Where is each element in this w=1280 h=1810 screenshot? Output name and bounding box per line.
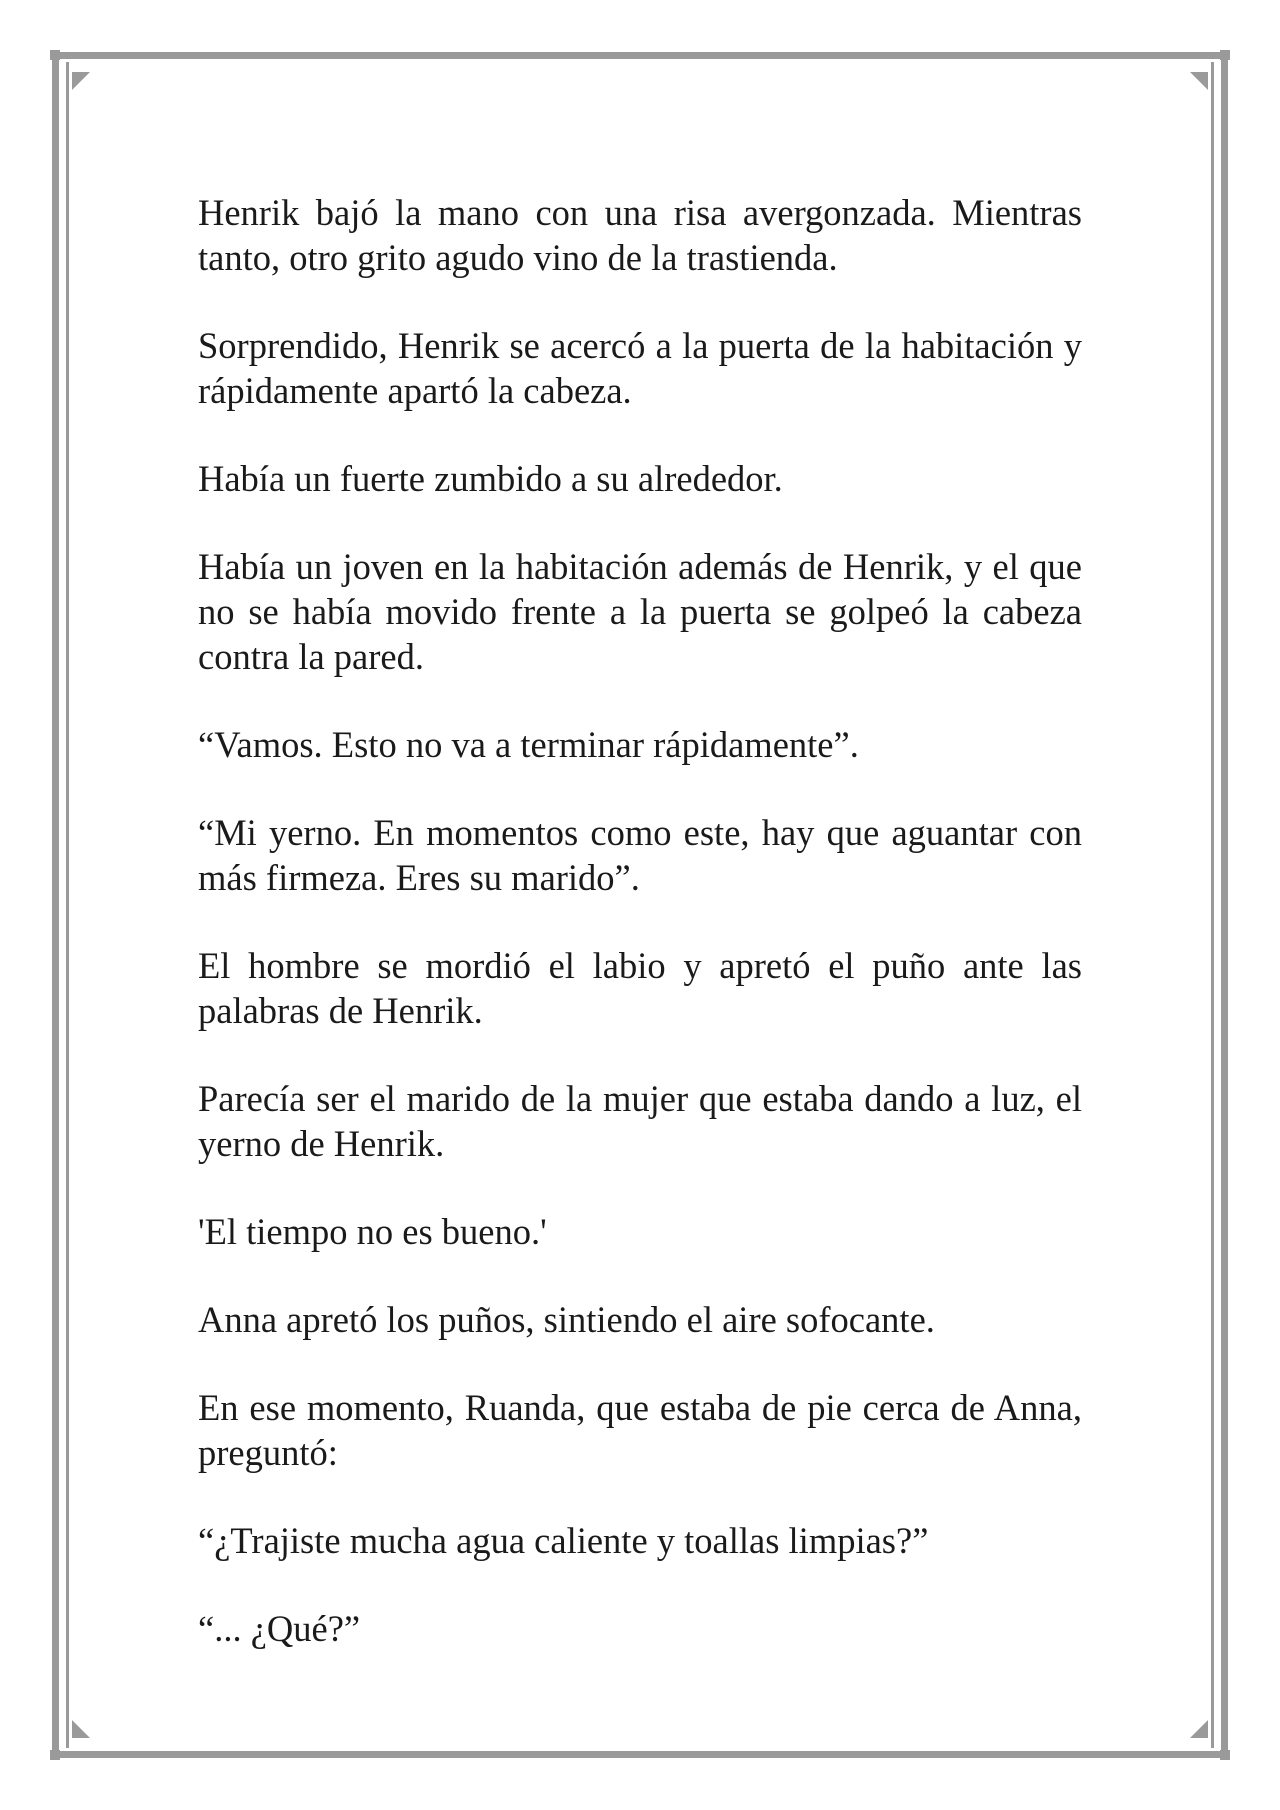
corner-ornament-top-left — [50, 50, 60, 60]
paragraph-9: 'El tiempo no es bueno.' — [198, 1211, 547, 1252]
paragraph-7: El hombre se mordió el labio y apretó el puño ante las palabras de Henrik. — [198, 945, 1082, 1031]
border-bottom-line — [60, 1751, 1220, 1758]
paragraph-5: “Vamos. Esto no va a terminar rápidamente”. — [198, 724, 859, 765]
page-text — [198, 190, 1082, 1694]
border-right-line — [1221, 60, 1228, 1750]
corner-ornament-bottom-right — [1220, 1750, 1230, 1760]
paragraph-13: “... ¿Qué?” — [198, 1608, 361, 1649]
paragraph-8: Parecía ser el marido de la mujer que estaba dando a luz, el yerno de Henrik. — [198, 1078, 1082, 1164]
paragraph-10: Anna apretó los puños, sintiendo el aire sofocante. — [198, 1299, 935, 1340]
paragraph-2: Sorprendido, Henrik se acercó a la puerta de la habitación y rápidamente apartó la cabeza. — [198, 325, 1082, 411]
corner-triangle-bottom-right — [1190, 1720, 1208, 1738]
border-right-inner-line — [1211, 62, 1214, 1748]
paragraph-12: “¿Trajiste mucha agua caliente y toallas limpias?” — [198, 1520, 929, 1561]
corner-triangle-top-right — [1190, 72, 1208, 90]
border-top-line — [60, 52, 1220, 59]
paragraph-3: Había un fuerte zumbido a su alrededor. — [198, 458, 783, 499]
corner-ornament-bottom-left — [50, 1750, 60, 1760]
corner-triangle-bottom-left — [72, 1720, 90, 1738]
corner-triangle-top-left — [72, 72, 90, 90]
paragraph-11: En ese momento, Ruanda, que estaba de pie cerca de Anna, preguntó: — [198, 1387, 1082, 1473]
paragraph-1: Henrik bajó la mano con una risa avergonzada. Mientras tanto, otro grito agudo vino de la trastienda. — [198, 192, 1082, 278]
border-left-inner-line — [66, 62, 69, 1748]
paragraph-6: “Mi yerno. En momentos como este, hay que aguantar con más firmeza. Eres su marido”. — [198, 812, 1082, 898]
paragraph-4: Había un joven en la habitación además de Henrik, y el que no se había movido frente a la puerta se golpeó la cabeza contra la pared. — [198, 546, 1082, 677]
border-left-line — [52, 60, 59, 1750]
corner-ornament-top-right — [1220, 50, 1230, 60]
